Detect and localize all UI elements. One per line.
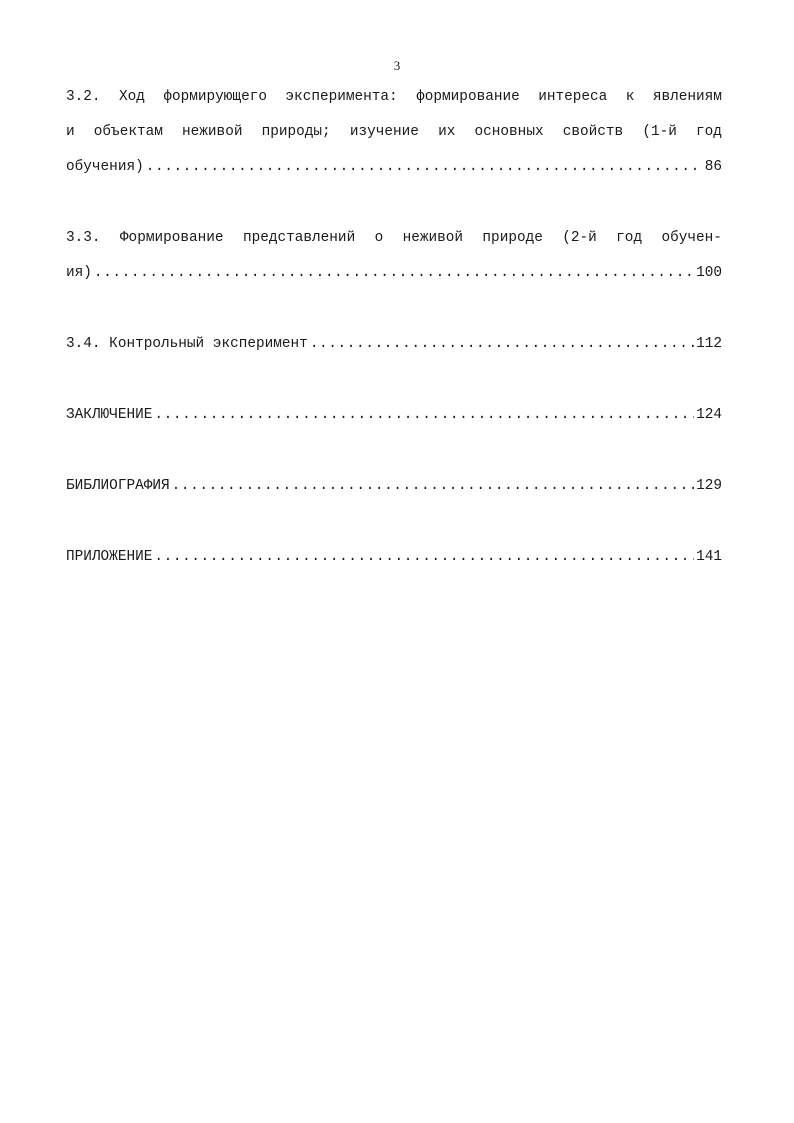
word: свойств [562,124,624,140]
word: и [66,124,75,140]
word: основных [474,124,544,140]
toc-entry-bibliography [66,469,722,504]
word: объектам [93,124,163,140]
dot-leader [154,540,694,575]
word: представлений [242,230,356,246]
toc-entry-bibliography-line [66,469,722,504]
toc-entry-3-2-title-end: обучения) [66,159,144,175]
word: 3.3. [66,230,101,246]
toc-entry-3-3 [66,221,722,291]
toc-entry-3-2-line-2 [66,115,722,150]
word: изучение [349,124,419,140]
word: природе [482,230,543,246]
word: 3.2. [66,89,101,105]
toc-entry-3-3-line-1 [66,221,722,256]
word: природы; [261,124,331,140]
word: к [625,89,635,105]
word: формирование [416,89,520,105]
toc-entry-appendix-page: 141 [696,549,722,565]
word: (1-й [642,124,677,140]
dot-leader [94,256,694,291]
word: неживой [182,124,243,140]
word: формирующего [163,89,267,105]
toc-entry-3-3-page: 100 [696,265,722,281]
word: о [374,230,384,246]
toc-entry-bibliography-title: БИБЛИОГРАФИЯ [66,478,170,494]
toc-entry-3-4-title: 3.4. Контрольный эксперимент [66,336,308,352]
word: их [438,124,456,140]
toc-entry-appendix [66,540,722,575]
toc-entry-3-4-page: 112 [696,336,722,352]
toc-entry-conclusion-page: 124 [696,407,722,423]
toc-entry-3-3-title-end: ия) [66,265,92,281]
word: эксперимента: [285,89,398,105]
toc-entry-bibliography-page: 129 [696,478,722,494]
table-of-contents [66,80,722,575]
page-number: 3 [393,58,401,73]
word: Ход [118,89,145,105]
word: явлениям [652,89,722,105]
word: Формирование [119,230,224,246]
dot-leader [146,150,703,185]
word: неживой [402,230,464,246]
toc-entry-3-3-line-2 [66,256,722,291]
toc-entry-3-2-line-3 [66,150,722,185]
word: (2-й [562,230,597,246]
word: год [616,230,643,246]
word: год [696,124,722,140]
word: интереса [538,89,608,105]
toc-entry-appendix-line [66,540,722,575]
dot-leader [310,327,694,362]
dot-leader [154,398,694,433]
toc-entry-conclusion-title: ЗАКЛЮЧЕНИЕ [66,407,153,423]
toc-entry-3-4-line [66,327,722,362]
toc-entry-3-2-page: 86 [704,159,722,175]
toc-entry-conclusion [66,398,722,433]
dot-leader [172,469,694,504]
toc-entry-3-4 [66,327,722,362]
toc-entry-appendix-title: ПРИЛОЖЕНИЕ [66,549,153,565]
toc-entry-3-2 [66,80,722,185]
word: обучен- [661,230,722,246]
toc-entry-conclusion-line [66,398,722,433]
toc-entry-3-2-line-1 [66,80,722,115]
